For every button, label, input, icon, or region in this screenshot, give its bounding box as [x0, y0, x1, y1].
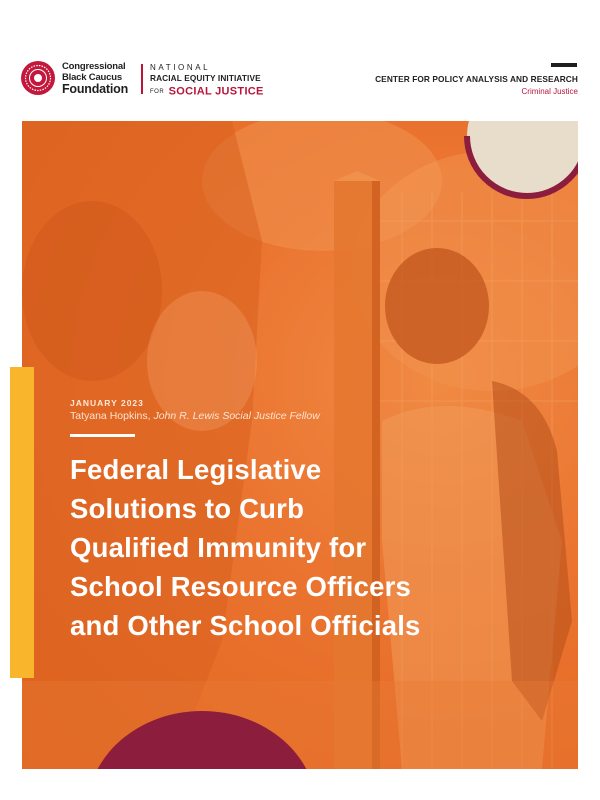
publication-date: JANUARY 2023	[70, 398, 144, 408]
cbc-wordmark	[62, 62, 128, 96]
title-line: and Other School Officials	[70, 610, 421, 641]
cover-photo-art	[22, 121, 578, 769]
title-line: Qualified Immunity for	[70, 532, 367, 563]
header-accent-bar	[551, 63, 577, 67]
title-line: School Resource Officers	[70, 571, 412, 602]
header	[0, 0, 600, 110]
nreij-line2: RACIAL EQUITY INITIATIVE	[150, 73, 261, 83]
cbc-line1: Congressional	[62, 61, 126, 72]
cover-photo	[22, 121, 578, 769]
title-line: Solutions to Curb	[70, 493, 305, 524]
author-name: Tatyana Hopkins,	[70, 410, 154, 422]
cbc-line3: Foundation	[62, 82, 129, 96]
accent-bar	[10, 367, 34, 678]
nreij-wordmark	[150, 64, 264, 100]
author-line	[70, 410, 320, 422]
title-line: Federal Legislative	[70, 454, 322, 485]
title-rule	[70, 434, 135, 437]
author-role: John R. Lewis Social Justice Fellow	[153, 410, 320, 422]
logo-divider	[141, 64, 143, 94]
nreij-line3b: SOCIAL JUSTICE	[168, 85, 264, 98]
document-title	[70, 450, 570, 645]
nreij-line3a: FOR	[150, 89, 165, 96]
nreij-line1: NATIONAL	[150, 63, 211, 72]
cbc-line2: Black Caucus	[62, 71, 122, 83]
cbc-seal-icon	[20, 60, 56, 96]
center-title: CENTER FOR POLICY ANALYSIS AND RESEARCH	[375, 74, 578, 84]
center-subtitle: Criminal Justice	[521, 87, 578, 96]
